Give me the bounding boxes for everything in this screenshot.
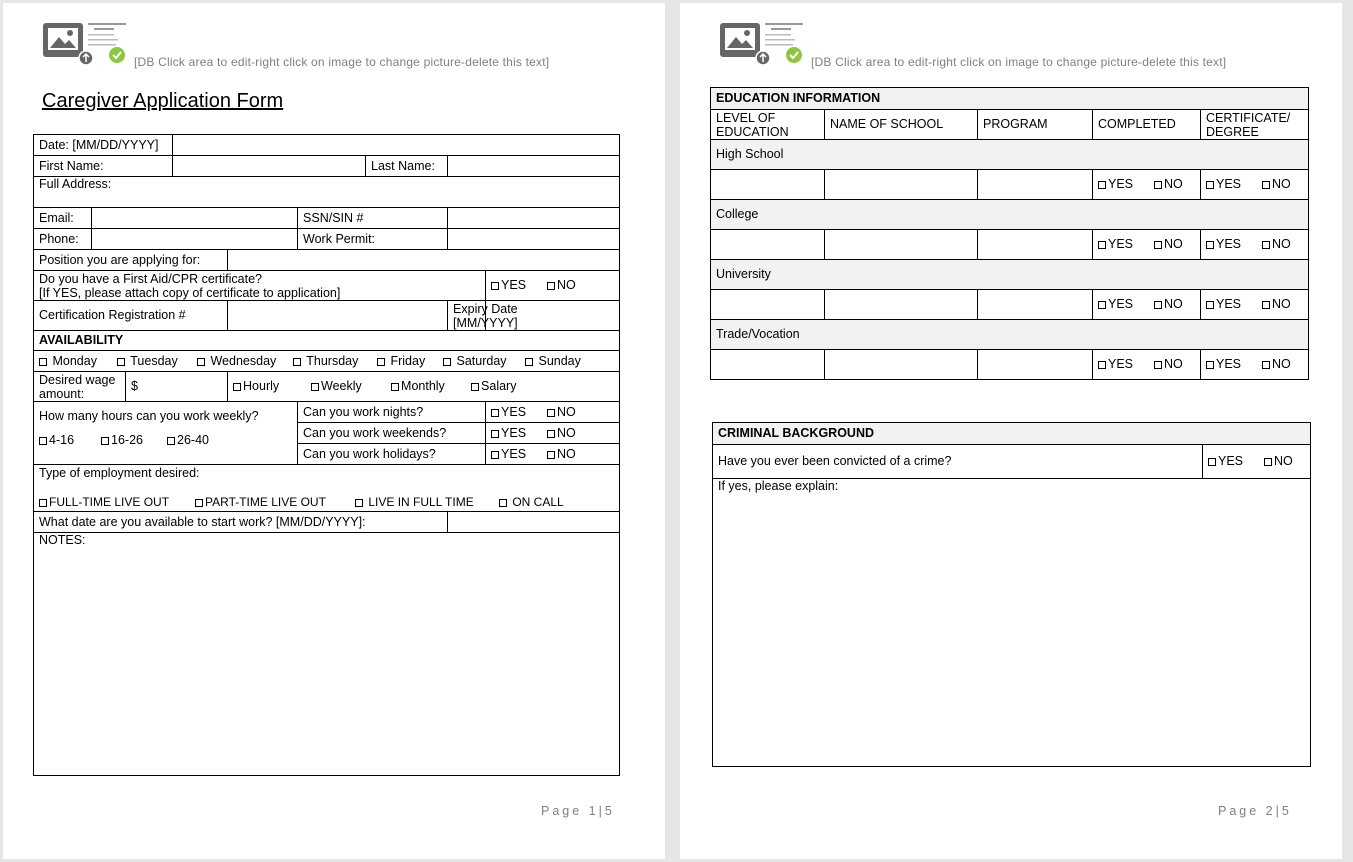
logo-hint-text: [DB Click area to edit-right click on image to change picture-delete this text]	[134, 55, 550, 69]
certificate-no[interactable]	[1262, 358, 1291, 371]
checkbox-icon[interactable]	[499, 499, 507, 507]
checkbox-icon[interactable]	[1098, 181, 1106, 189]
certificate-yes[interactable]	[1206, 358, 1262, 371]
col-label-line-1: LEVEL OF	[716, 110, 776, 125]
ssn-field[interactable]	[448, 208, 620, 229]
day-saturday[interactable]	[443, 355, 525, 368]
yes-label: YES	[1108, 237, 1134, 251]
full-address-label: Full Address:	[39, 177, 112, 191]
hours-4-16[interactable]	[39, 434, 101, 447]
holidays-options	[486, 444, 620, 465]
checkbox-icon[interactable]	[1154, 241, 1162, 249]
first-aid-no-option[interactable]	[547, 279, 576, 292]
col-level-of-education	[711, 110, 825, 140]
wage-type-label: Salary	[481, 379, 517, 393]
employment-type-option-label: PART-TIME LIVE OUT	[205, 495, 326, 509]
program-field[interactable]	[978, 170, 1093, 200]
no-label: NO	[1164, 297, 1183, 311]
day-friday[interactable]	[377, 355, 443, 368]
position-label: Position you are applying for:	[34, 250, 228, 271]
checkbox-icon[interactable]	[1262, 241, 1270, 249]
checkbox-icon[interactable]	[1206, 301, 1214, 309]
yes-label: YES	[1216, 237, 1242, 251]
completed-yes[interactable]	[1098, 178, 1154, 191]
expiry-label-line-2: [MM/YYYY]	[453, 315, 518, 330]
wage-label-line-1: Desired wage	[39, 372, 116, 387]
wage-type-label: Hourly	[243, 379, 280, 393]
employment-type-label: Type of employment desired:	[39, 466, 200, 480]
no-label: NO	[1164, 177, 1183, 191]
first-name-field[interactable]	[173, 156, 366, 177]
yes-label: YES	[501, 446, 527, 461]
page-footer: Page 1|5	[541, 804, 615, 818]
cert-reg-field[interactable]	[228, 301, 448, 331]
level-field[interactable]	[711, 350, 825, 380]
cert-reg-label: Certification Registration #	[34, 301, 228, 331]
no-label: NO	[557, 278, 576, 292]
checkbox-icon[interactable]	[1262, 181, 1270, 189]
holidays-yes[interactable]	[491, 448, 547, 461]
first-name-label: First Name:	[34, 156, 173, 177]
page-2	[680, 3, 1342, 859]
nights-no[interactable]	[547, 406, 576, 419]
checkbox-icon[interactable]	[1206, 361, 1214, 369]
completed-no[interactable]	[1154, 358, 1183, 371]
checkbox-icon[interactable]	[355, 499, 363, 507]
col-label-line-2: DEGREE	[1206, 124, 1259, 139]
checkbox-icon[interactable]	[1098, 301, 1106, 309]
wage-monthly[interactable]	[391, 380, 471, 393]
nights-yes[interactable]	[491, 406, 547, 419]
weekends-no[interactable]	[547, 427, 576, 440]
col-label-line-1: CERTIFICATE/	[1206, 110, 1291, 125]
checkbox-icon[interactable]	[471, 383, 479, 391]
day-label: Tuesday	[130, 353, 178, 368]
certificate-no[interactable]	[1262, 298, 1291, 311]
col-name-of-school: NAME OF SCHOOL	[825, 110, 978, 140]
phone-field[interactable]	[92, 229, 298, 250]
holidays-question: Can you work holidays?	[298, 444, 486, 465]
wage-type-options	[228, 372, 620, 402]
yes-label: YES	[1216, 357, 1242, 371]
day-label: Saturday	[456, 353, 507, 368]
certificate-yes[interactable]	[1206, 178, 1262, 191]
day-wednesday[interactable]	[197, 355, 293, 368]
employment-live-in-full-time[interactable]	[355, 496, 499, 509]
checkbox-icon[interactable]	[377, 358, 385, 366]
checkbox-icon[interactable]	[167, 437, 175, 445]
last-name-field[interactable]	[448, 156, 620, 177]
yes-label: YES	[501, 425, 527, 440]
yes-label: YES	[1216, 297, 1242, 311]
completed-no[interactable]	[1154, 178, 1183, 191]
checkbox-icon[interactable]	[1262, 301, 1270, 309]
last-name-label: Last Name:	[366, 156, 448, 177]
wage-weekly[interactable]	[311, 380, 391, 393]
certificate-yes[interactable]	[1206, 238, 1262, 251]
checkbox-icon[interactable]	[117, 358, 125, 366]
checkbox-icon[interactable]	[101, 437, 109, 445]
no-label: NO	[1272, 357, 1291, 371]
logo-placeholder-icon[interactable]	[719, 20, 805, 66]
completed-yes[interactable]	[1098, 298, 1154, 311]
work-permit-label: Work Permit:	[298, 229, 448, 250]
checkbox-icon[interactable]	[1098, 241, 1106, 249]
checkbox-icon[interactable]	[1098, 361, 1106, 369]
certificate-no[interactable]	[1262, 238, 1291, 251]
date-field[interactable]	[173, 135, 620, 156]
weekends-options	[486, 423, 620, 444]
wage-salary[interactable]	[471, 380, 516, 393]
certificate-options	[1201, 170, 1309, 200]
no-label: NO	[1272, 297, 1291, 311]
checkbox-icon[interactable]	[1208, 458, 1216, 466]
completed-no[interactable]	[1154, 298, 1183, 311]
notes-label: NOTES:	[39, 533, 86, 547]
crime-options	[1203, 445, 1311, 479]
wage-amount-field[interactable]	[126, 372, 228, 402]
date-label: Date: [MM/DD/YYYY]	[34, 135, 173, 156]
wage-label-line-2: amount:	[39, 386, 85, 401]
day-tuesday[interactable]	[117, 355, 197, 368]
day-label: Monday	[52, 353, 97, 368]
checkbox-icon[interactable]	[195, 499, 203, 507]
completed-options	[1093, 170, 1201, 200]
completed-options	[1093, 290, 1201, 320]
form-title: Caregiver Application Form	[42, 90, 284, 112]
phone-label: Phone:	[34, 229, 92, 250]
no-label: NO	[1164, 357, 1183, 371]
hours-16-26[interactable]	[101, 434, 167, 447]
day-monday[interactable]	[39, 355, 117, 368]
school-name-field[interactable]	[825, 350, 978, 380]
logo-hint-text: [DB Click area to edit-right click on image to change picture-delete this text]	[811, 55, 1227, 69]
level-high-school: High School	[711, 140, 1309, 170]
ssn-label: SSN/SIN #	[298, 208, 448, 229]
page-number: Page 2	[1218, 804, 1276, 818]
checkbox-icon[interactable]	[491, 409, 499, 417]
day-label: Sunday	[538, 353, 581, 368]
hours-label: 16-26	[111, 433, 143, 447]
employment-type-option-label: ON CALL	[512, 495, 564, 509]
yes-label: YES	[501, 278, 527, 292]
crime-yes[interactable]	[1208, 455, 1264, 468]
checkbox-icon[interactable]	[197, 358, 205, 366]
employment-on-call[interactable]	[499, 496, 564, 509]
no-label: NO	[557, 425, 576, 440]
checkbox-icon[interactable]	[443, 358, 451, 366]
school-name-field[interactable]	[825, 170, 978, 200]
checkbox-icon[interactable]	[1154, 181, 1162, 189]
checkbox-icon[interactable]	[1264, 458, 1272, 466]
explain-label: If yes, please explain:	[718, 479, 839, 493]
checkbox-icon[interactable]	[1206, 181, 1214, 189]
certificate-no[interactable]	[1262, 178, 1291, 191]
certificate-yes[interactable]	[1206, 298, 1262, 311]
col-certificate-degree	[1201, 110, 1309, 140]
completed-options	[1093, 350, 1201, 380]
checkbox-icon[interactable]	[391, 383, 399, 391]
education-header: EDUCATION INFORMATION	[711, 88, 1309, 110]
checkbox-icon[interactable]	[547, 282, 555, 290]
checkbox-icon[interactable]	[547, 430, 555, 438]
crime-question: Have you ever been convicted of a crime?	[713, 445, 1203, 479]
availability-header: AVAILABILITY	[34, 331, 620, 351]
yes-label: YES	[1108, 177, 1134, 191]
currency-symbol: $	[131, 379, 138, 393]
checkbox-icon[interactable]	[293, 358, 301, 366]
yes-label: YES	[1216, 177, 1242, 191]
hours-26-40[interactable]	[167, 434, 209, 447]
employment-part-time-live-out[interactable]	[195, 496, 355, 509]
yes-label: YES	[1108, 297, 1134, 311]
checkbox-icon[interactable]	[1154, 301, 1162, 309]
wage-type-label: Monthly	[401, 379, 445, 393]
first-aid-options	[486, 271, 620, 301]
no-label: NO	[557, 446, 576, 461]
page-number: Page 1	[541, 804, 599, 818]
day-label: Friday	[390, 353, 426, 368]
level-college: College	[711, 200, 1309, 230]
program-field[interactable]	[978, 350, 1093, 380]
holidays-no[interactable]	[547, 448, 576, 461]
no-label: NO	[1274, 454, 1293, 468]
notes-field[interactable]	[34, 533, 620, 776]
day-label: Thursday	[306, 353, 359, 368]
first-aid-yes-option[interactable]	[491, 279, 547, 292]
position-field[interactable]	[228, 250, 620, 271]
education-table	[710, 87, 1309, 380]
start-date-field[interactable]	[448, 512, 620, 533]
checkbox-icon[interactable]	[39, 437, 47, 445]
day-thursday[interactable]	[293, 355, 377, 368]
certificate-options	[1201, 350, 1309, 380]
weekends-yes[interactable]	[491, 427, 547, 440]
checkbox-icon[interactable]	[547, 409, 555, 417]
nights-question: Can you work nights?	[298, 402, 486, 423]
col-completed: COMPLETED	[1093, 110, 1201, 140]
no-label: NO	[1272, 237, 1291, 251]
application-form-table	[33, 134, 620, 776]
expiry-date-label	[448, 301, 518, 331]
email-field[interactable]	[92, 208, 298, 229]
email-label: Email:	[34, 208, 92, 229]
hours-question-cell	[34, 402, 298, 465]
first-aid-question-line-1: Do you have a First Aid/CPR certificate?	[39, 271, 263, 286]
employment-type-cell	[34, 465, 620, 512]
no-label: NO	[557, 404, 576, 419]
certificate-options	[1201, 290, 1309, 320]
checkbox-icon[interactable]	[491, 451, 499, 459]
page-footer: Page 2|5	[1218, 804, 1292, 818]
day-label: Wednesday	[210, 353, 277, 368]
checkbox-icon[interactable]	[1262, 361, 1270, 369]
checkbox-icon[interactable]	[491, 282, 499, 290]
full-address-field[interactable]	[34, 177, 620, 208]
criminal-header: CRIMINAL BACKGROUND	[713, 423, 1311, 445]
level-field[interactable]	[711, 170, 825, 200]
logo-placeholder-icon[interactable]	[42, 20, 128, 66]
checkbox-icon[interactable]	[1206, 241, 1214, 249]
hours-question: How many hours can you work weekly?	[39, 409, 259, 423]
days-row	[34, 351, 620, 372]
weekends-question: Can you work weekends?	[298, 423, 486, 444]
yes-label: YES	[1218, 454, 1244, 468]
no-label: NO	[1164, 237, 1183, 251]
level-field[interactable]	[711, 290, 825, 320]
certificate-options	[1201, 230, 1309, 260]
employment-type-option-label: FULL-TIME LIVE OUT	[49, 495, 170, 509]
completed-yes[interactable]	[1098, 238, 1154, 251]
wage-label	[34, 372, 126, 402]
yes-label: YES	[1108, 357, 1134, 371]
page-total: 5	[604, 804, 615, 818]
expiry-label-line-1: Expiry Date	[453, 301, 518, 316]
completed-options	[1093, 230, 1201, 260]
col-program: PROGRAM	[978, 110, 1093, 140]
employment-type-option-label: LIVE IN FULL TIME	[368, 495, 474, 509]
wage-hourly[interactable]	[233, 380, 311, 393]
school-name-field[interactable]	[825, 290, 978, 320]
day-sunday[interactable]	[525, 355, 581, 368]
program-field[interactable]	[978, 230, 1093, 260]
checkbox-icon[interactable]	[491, 430, 499, 438]
checkbox-icon[interactable]	[547, 451, 555, 459]
checkbox-icon[interactable]	[311, 383, 319, 391]
program-field[interactable]	[978, 290, 1093, 320]
hours-label: 4-16	[49, 433, 75, 447]
checkbox-icon[interactable]	[1154, 361, 1162, 369]
completed-yes[interactable]	[1098, 358, 1154, 371]
employment-full-time-live-out[interactable]	[39, 496, 195, 509]
checkbox-icon[interactable]	[233, 383, 241, 391]
hours-label: 26-40	[177, 433, 209, 447]
checkbox-icon[interactable]	[525, 358, 533, 366]
work-permit-field[interactable]	[448, 229, 620, 250]
criminal-background-table	[712, 422, 1311, 767]
level-university: University	[711, 260, 1309, 290]
start-date-label: What date are you available to start work? [MM/DD/YYYY]:	[34, 512, 448, 533]
yes-label: YES	[501, 404, 527, 419]
level-field[interactable]	[711, 230, 825, 260]
nights-options	[486, 402, 620, 423]
checkbox-icon[interactable]	[39, 358, 47, 366]
completed-no[interactable]	[1154, 238, 1183, 251]
first-aid-question-line-2: [If YES, please attach copy of certificate to application]	[39, 285, 341, 300]
no-label: NO	[1272, 177, 1291, 191]
crime-no[interactable]	[1264, 455, 1293, 468]
page-1	[3, 3, 665, 859]
checkbox-icon[interactable]	[39, 499, 47, 507]
level-trade-vocation: Trade/Vocation	[711, 320, 1309, 350]
col-label-line-2: EDUCATION	[716, 124, 789, 139]
page-total: 5	[1281, 804, 1292, 818]
school-name-field[interactable]	[825, 230, 978, 260]
first-aid-question	[34, 271, 486, 301]
wage-type-label: Weekly	[321, 379, 362, 393]
crime-explain-field[interactable]	[713, 479, 1311, 767]
